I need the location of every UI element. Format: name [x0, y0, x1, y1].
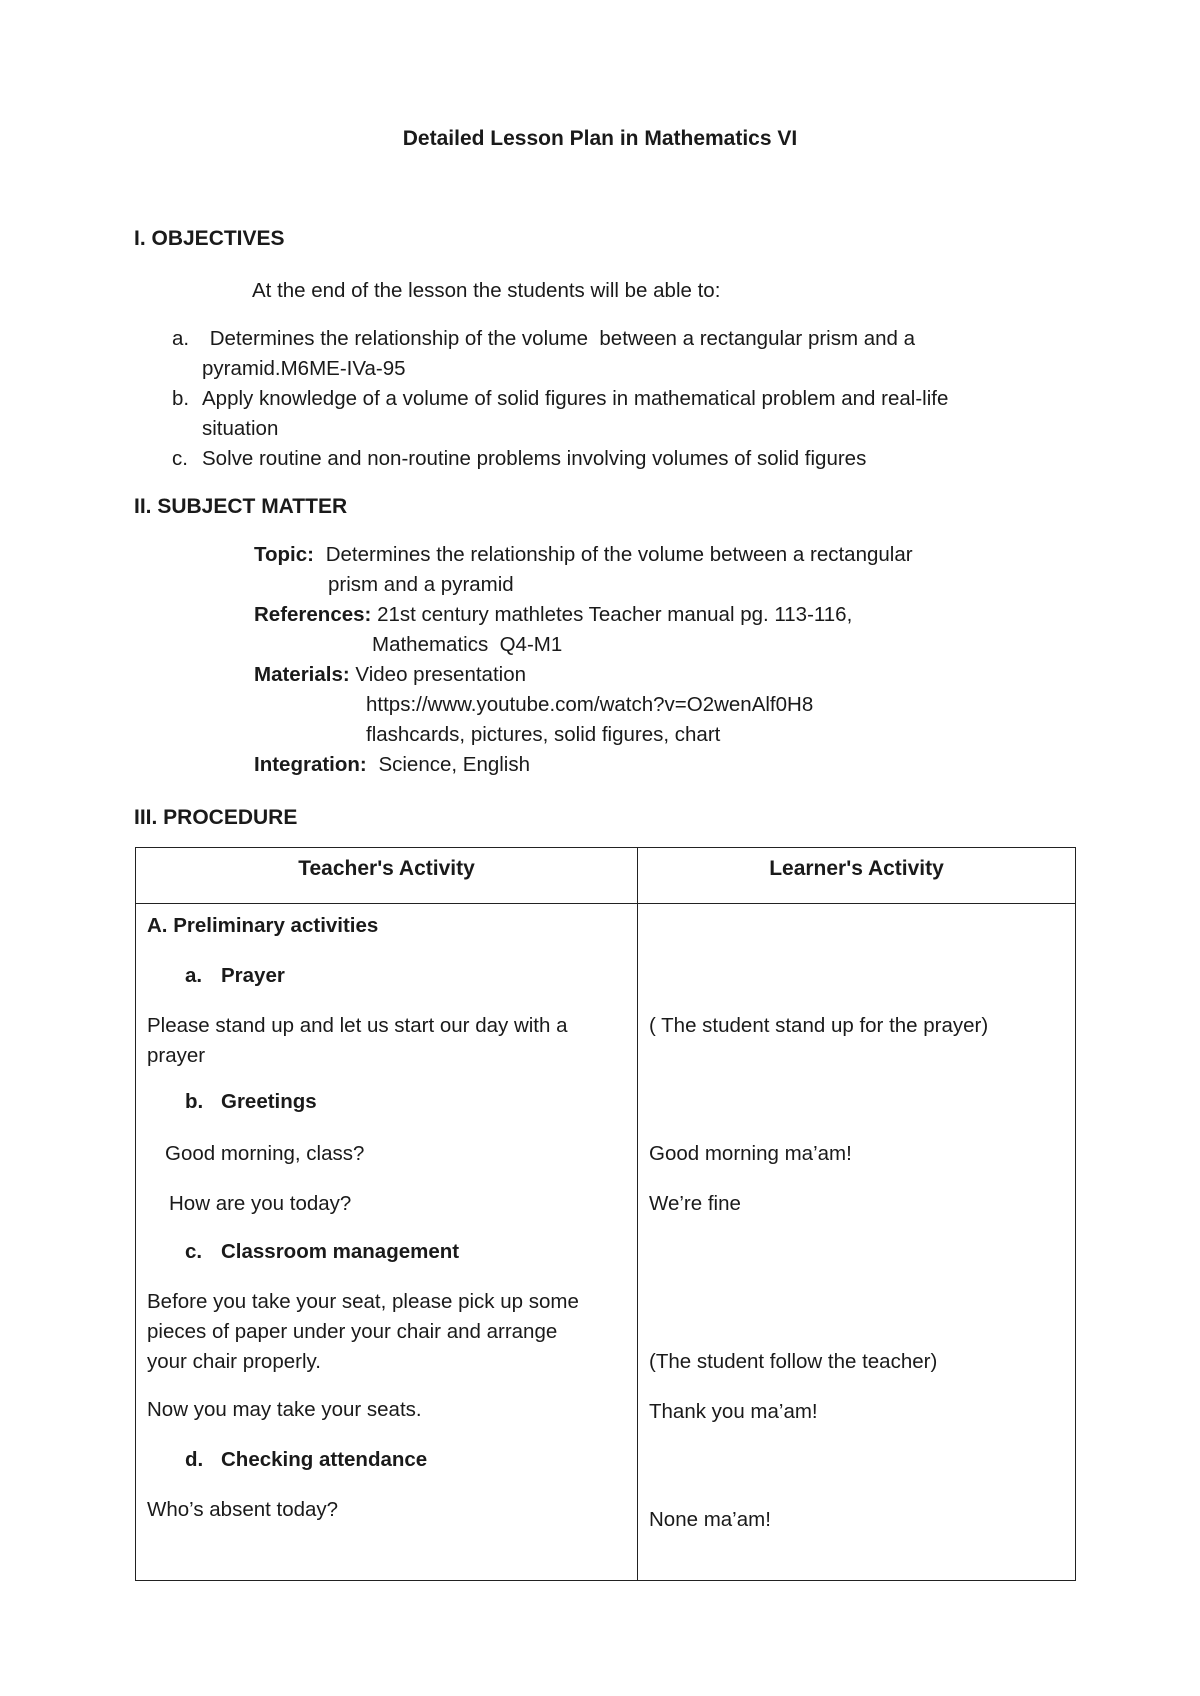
- materials-value-cont: flashcards, pictures, solid figures, chart: [366, 723, 721, 746]
- objective-item-a: [134, 324, 1074, 384]
- classroom-teacher-2: pieces of paper under your chair and arrange: [147, 1320, 558, 1343]
- references-row: References: 21st century mathletes Teacher manual pg. 113-116,: [254, 603, 853, 626]
- procedure-table: [135, 847, 1076, 1581]
- classroom-teacher-3: your chair properly.: [147, 1350, 321, 1373]
- references-value: 21st century mathletes Teacher manual pg. 113-116,: [377, 603, 853, 626]
- prayer-learner-text: ( The student stand up for the prayer): [649, 1014, 989, 1037]
- subject-matter-heading: II. SUBJECT MATTER: [134, 495, 348, 518]
- objectives-intro: At the end of the lesson the students will be able to:: [252, 279, 721, 302]
- objective-item-b: [134, 384, 1074, 444]
- greetings-title: Greetings: [221, 1090, 317, 1113]
- integration-label: Integration: [254, 753, 360, 776]
- objective-item-c: [134, 444, 1074, 474]
- objective-text-line: pyramid.M6ME-IVa-95: [202, 357, 406, 380]
- objective-text-line: Solve routine and non-routine problems involving volumes of solid figures: [202, 447, 867, 470]
- greetings-letter: b.: [185, 1090, 204, 1113]
- classroom-letter: c.: [185, 1240, 203, 1263]
- references-value-cont: Mathematics Q4-M1: [372, 633, 563, 656]
- teacher-activity-header: Teacher's Activity: [136, 848, 638, 904]
- learner-activity-header: Learner's Activity: [638, 848, 1076, 904]
- procedure-header-row: [136, 848, 1076, 904]
- integration-row: Integration: Science, English: [254, 753, 531, 776]
- objectives-heading: I. OBJECTIVES: [134, 227, 285, 250]
- objective-text-line: Determines the relationship of the volume between a rectangular prism and a: [204, 327, 916, 350]
- classroom-teacher-1: Before you take your seat, please pick up some: [147, 1290, 579, 1313]
- attendance-learner: None ma’am!: [649, 1508, 771, 1531]
- materials-row: Materials: Video presentation: [254, 663, 527, 686]
- prayer-title: Prayer: [221, 964, 285, 987]
- attendance-letter: d.: [185, 1448, 204, 1471]
- objective-letter: b.: [172, 387, 190, 410]
- teacher-activity-cell: [136, 904, 638, 1581]
- attendance-title: Checking attendance: [221, 1448, 428, 1471]
- topic-row: Topic: Determines the relationship of the volume between a rectangular: [254, 543, 913, 566]
- procedure-body-row: [136, 904, 1076, 1581]
- objective-letter: c.: [172, 447, 188, 470]
- classroom-teacher-4: Now you may take your seats.: [147, 1398, 422, 1421]
- classroom-learner-2: Thank you ma’am!: [649, 1400, 818, 1423]
- topic-value: Determines the relationship of the volume between a rectangular: [325, 543, 913, 566]
- materials-value: Video presentation: [355, 663, 527, 686]
- preliminary-heading: A. Preliminary activities: [147, 914, 379, 937]
- procedure-heading: III. PROCEDURE: [134, 806, 298, 829]
- materials-link[interactable]: https://www.youtube.com/watch?v=O2wenAlf0H8: [366, 693, 814, 716]
- subject-matter-block: [254, 540, 1054, 780]
- greeting-learner-2: We’re fine: [649, 1192, 741, 1215]
- greeting-teacher-1: Good morning, class?: [165, 1142, 365, 1165]
- topic-value-cont: prism and a pyramid: [328, 573, 514, 596]
- objective-text-line: situation: [202, 417, 279, 440]
- document-title: Detailed Lesson Plan in Mathematics VI: [402, 127, 798, 150]
- topic-label: Topic: [254, 543, 308, 566]
- objectives-list: [134, 324, 1074, 474]
- prayer-teacher-text-cont: prayer: [147, 1044, 206, 1067]
- learner-activity-cell: [638, 904, 1076, 1581]
- references-label: References: [254, 603, 365, 626]
- classroom-title: Classroom management: [221, 1240, 460, 1263]
- attendance-teacher: Who’s absent today?: [147, 1498, 339, 1521]
- objective-letter: a.: [172, 327, 190, 350]
- prayer-letter: a.: [185, 964, 203, 987]
- integration-value: Science, English: [378, 753, 531, 776]
- prayer-teacher-text: Please stand up and let us start our day with a: [147, 1014, 568, 1037]
- materials-label: Materials: [254, 663, 343, 686]
- greeting-learner-1: Good morning ma’am!: [649, 1142, 852, 1165]
- classroom-learner-1: (The student follow the teacher): [649, 1350, 938, 1373]
- objective-text-line: Apply knowledge of a volume of solid figures in mathematical problem and real-life: [202, 387, 949, 410]
- greeting-teacher-2: How are you today?: [169, 1192, 352, 1215]
